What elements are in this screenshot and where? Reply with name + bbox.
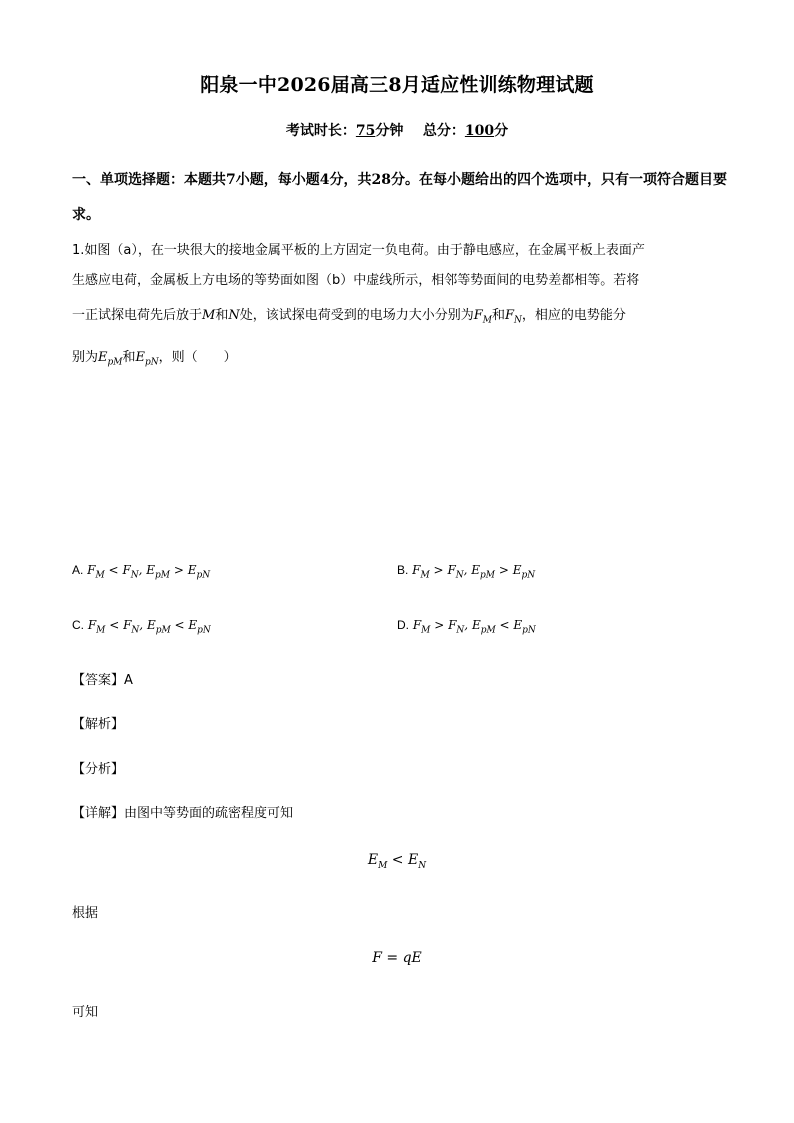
fenxi-heading: 【分析】 <box>72 762 125 777</box>
exam-time-value: 75 <box>355 123 376 139</box>
section-heading: 一、单项选择题：本题共7小题，每小题4分，共28分。在每小题给出的四个选项中，只有一项符合题目要求。 <box>72 172 727 223</box>
option-b[interactable]: B. $F_M > F_N$, $E_{pM} > E_{pN}$ <box>397 563 536 581</box>
equation-f-qe: F = qE <box>372 950 422 966</box>
energy-pM: $E_{pM}$ <box>98 349 123 368</box>
question-line <box>72 296 722 341</box>
exam-time-unit: 分钟 <box>375 123 404 139</box>
answer-line: 【答案】A <box>72 673 133 688</box>
option-d[interactable]: D. $F_M > F_N$, $E_{pM} < E_{pN}$ <box>397 618 536 636</box>
equation-em-en: $E_M < E_N$ <box>367 852 427 871</box>
force-N: $F_N$ <box>505 308 522 326</box>
genju-text: 根据 <box>72 906 99 921</box>
question-line: 生感应电荷，金属板上方电场的等势面如图（b）中虚线所示，相邻等势面间的电势差都相等。若将 <box>72 273 640 288</box>
option-a[interactable]: A. $F_M < F_N$, $E_{pM} > E_{pN}$ <box>72 563 211 581</box>
detail-line: 【详解】由图中等势面的疏密程度可知 <box>72 806 294 821</box>
analysis-heading: 【解析】 <box>72 717 125 732</box>
question-text: 一正试探电荷先后放于 <box>72 308 203 323</box>
and-text: 和 <box>215 308 229 323</box>
question-text: 别为 <box>72 349 99 365</box>
question-line <box>72 341 722 380</box>
exam-info <box>0 120 794 140</box>
total-unit: 分 <box>494 123 509 139</box>
exam-time-label: 考试时长： <box>285 123 356 139</box>
question-line: 1.如图（a），在一块很大的接地金属平板的上方固定一负电荷。由于静电感应，在金属平板上表面产 <box>72 243 645 258</box>
page-title: 阳泉一中2026届高三8月适应性训练物理试题 <box>200 74 594 96</box>
and-text: 和 <box>491 308 505 323</box>
question-1 <box>72 236 722 379</box>
question-text: ，相应的电势能分 <box>521 308 626 323</box>
force-M: $F_M$ <box>473 308 492 326</box>
kezhi-text: 可知 <box>72 1005 99 1020</box>
question-text: ，则（ ） <box>158 349 237 365</box>
and-text: 和 <box>122 349 136 365</box>
var-N: N <box>228 308 240 323</box>
total-value: 100 <box>464 123 495 139</box>
var-M: M <box>202 308 216 323</box>
option-c[interactable]: C. $F_M < F_N$, $E_{pM} < E_{pN}$ <box>72 618 211 636</box>
total-label: 总分： <box>422 123 465 139</box>
question-text: 处，该试探电荷受到的电场力大小分别为 <box>239 308 474 323</box>
energy-pN: $E_{pN}$ <box>135 349 159 368</box>
